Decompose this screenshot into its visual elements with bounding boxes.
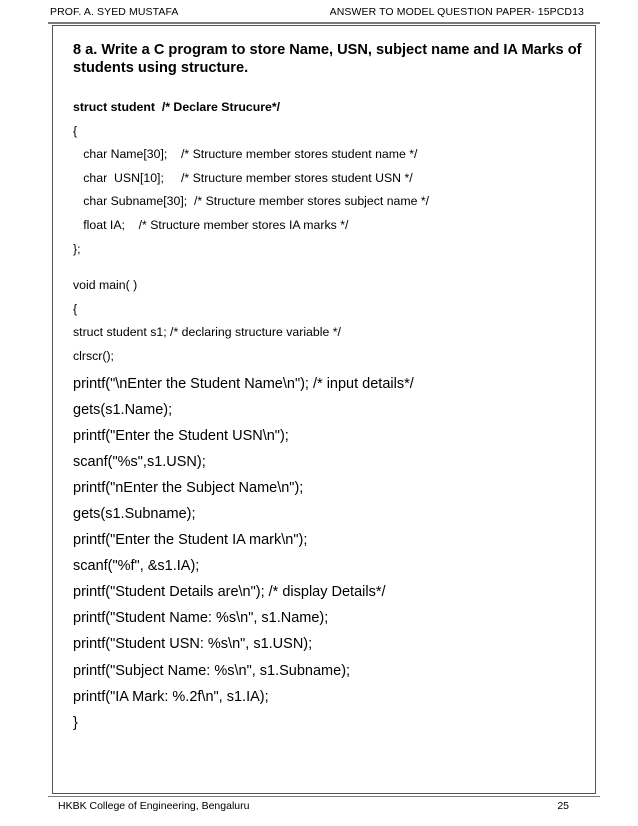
code-line: } [73,714,78,731]
code-line: gets(s1.Name); [73,401,173,418]
page-number: 25 [557,800,569,812]
code-line: char Subname[30]; /* Structure member stores subject name */ [73,194,430,209]
header-title: ANSWER TO MODEL QUESTION PAPER- 15PCD13 [329,6,584,18]
code-line: }; [73,241,81,256]
code-line: void main( ) [73,278,138,293]
code-line: printf("Student Name: %s\n", s1.Name); [73,610,329,627]
code-line: struct student /* Declare Strucure*/ [73,100,281,114]
code-line: printf("Student Details are\n"); /* display Details*/ [73,584,386,601]
header-rule [48,22,600,24]
code-line: printf("IA Mark: %.2f\n", s1.IA); [73,688,269,705]
code-line: clrscr(); [73,348,114,363]
code-line: printf("Subject Name: %s\n", s1.Subname); [73,662,351,679]
code-line: { [73,301,78,316]
code-line: char Name[30]; /* Structure member stores student name */ [73,147,418,162]
code-line: gets(s1.Subname); [73,506,196,522]
code-line: printf("Enter the Student USN\n"); [73,427,289,444]
code-line: char USN[10]; /* Structure member stores student USN */ [73,170,413,185]
code-line: { [73,123,78,138]
code-line: scanf("%f", &s1.IA); [73,558,200,575]
code-line: printf("nEnter the Subject Name\n"); [73,479,304,496]
code-line: printf("Enter the Student IA mark\n"); [73,532,308,549]
code-blank-line [73,261,429,274]
code-listing [73,96,429,736]
code-line: scanf("%s",s1.USN); [73,453,206,470]
code-line: struct student s1; /* declaring structure variable */ [73,325,341,340]
code-line: float IA; /* Structure member stores IA marks */ [73,217,349,232]
code-line: printf("Student USN: %s\n", s1.USN); [73,636,313,653]
question-heading: 8 a. Write a C program to store Name, USN, subject name and IA Marks of students using structure. [73,42,582,76]
header-author: PROF. A. SYED MUSTAFA [50,6,179,18]
footer-rule [48,796,600,797]
footer-institution: HKBK College of Engineering, Bengaluru [58,800,250,812]
code-line: printf("\nEnter the Student Name\n"); /* input details*/ [73,375,414,392]
